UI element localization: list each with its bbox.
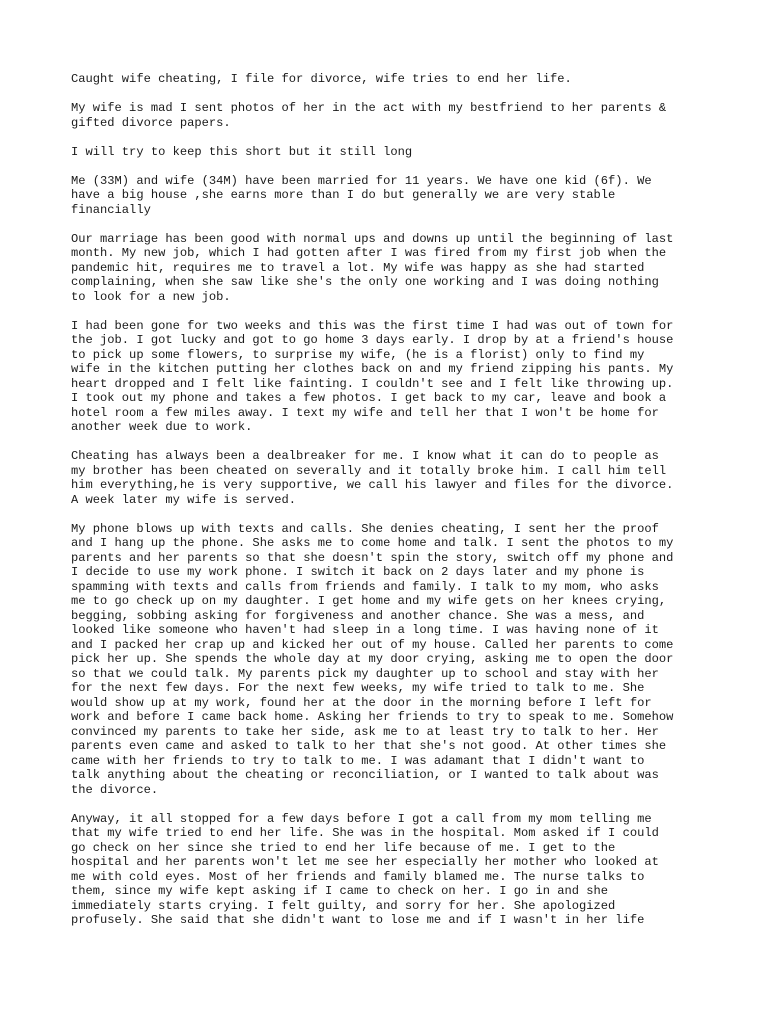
- document-paragraph: Anyway, it all stopped for a few days before I got a call from my mom telling me that my wife tried to end her life. She was in the hospital. Mom asked if I could go check on her since she tried to end her life because of me. I get to the hospital and her parents won't let me see her especially her mother who looked at me with cold eyes. Most of her friends and family blamed me. The nurse talks to them, since my wife kept asking if I came to check on her. I go in and she immediately starts crying. I felt guilty, and sorry for her. She apologized profusely. She said that she didn't want to lose me and if I wasn't in her life: [71, 811, 659, 927]
- document-page: [71, 72, 711, 942]
- document-paragraph: Me (33M) and wife (34M) have been married for 11 years. We have one kid (6f). We have a big house ,she earns more than I do but generally we are very stable financially: [71, 173, 652, 217]
- document-paragraph: I will try to keep this short but it still long: [71, 144, 413, 159]
- document-paragraph: Our marriage has been good with normal ups and downs up until the beginning of last month. My new job, which I had gotten after I was fired from my first job when the pandemic hit, requires me to travel a lot. My wife was happy as she had started complaining, when she saw like she's the only one working and I was doing nothing to look for a new job.: [71, 231, 674, 304]
- document-paragraph: I had been gone for two weeks and this was the first time I had was out of town for the job. I got lucky and got to go home 3 days early. I drop by at a friend's house to pick up some flowers, to surprise my wife, (he is a florist) only to find my wife in the kitchen putting her clothes back on and my friend zipping his pants. My heart dropped and I felt like fainting. I couldn't see and I felt like throwing up. I took out my phone and takes a few photos. I get back to my car, leave and book a hotel room a few miles away. I text my wife and tell her that I won't be home for another week due to work.: [71, 318, 674, 434]
- document-title-paragraph: Caught wife cheating, I file for divorce, wife tries to end her life.: [71, 72, 572, 86]
- document-paragraph: Cheating has always been a dealbreaker for me. I know what it can do to people as my brother has been cheated on severally and it totally broke him. I call him tell him everything,he is very supportive, we call his lawyer and files for the divorce. A week later my wife is served.: [71, 449, 674, 507]
- document-paragraph: My phone blows up with texts and calls. She denies cheating, I sent her the proof and I hang up the phone. She asks me to come home and talk. I sent the photos to my parents and her parents so that she doesn't spin the story, switch off my phone and I decide to use my work phone. I switch it back on 2 days later and my phone is spamming with texts and calls from friends and family. I talk to my mom, who asks me to go check up on my daughter. I get home and my wife gets on her knees crying, begging, sobbing asking for forgiveness and another chance. She was a mess, and looked like someone who haven't had sleep in a long time. I was having none of it and I packed her crap up and kicked her out of my house. Called her parents to come pick her up. She spends the whole day at my door crying, asking me to open the door so that we could talk. My parents pick my daughter up to school and stay with her for the next few days. For the next few weeks, my wife tried to talk to me. She would show up at my work, found her at the door in the morning before I left for work and before I came back home. Asking her friends to try to speak to me. Somehow convinced my parents to take her side, ask me to at least try to talk to her. Her parents even came and asked to talk to her that she's not good. At other times she came with her friends to try to talk to me. I was adamant that I didn't want to talk anything about the cheating or reconciliation, or I wanted to talk about was the divorce.: [71, 521, 674, 797]
- document-paragraph: My wife is mad I sent photos of her in the act with my bestfriend to her parents & gifted divorce papers.: [71, 101, 667, 130]
